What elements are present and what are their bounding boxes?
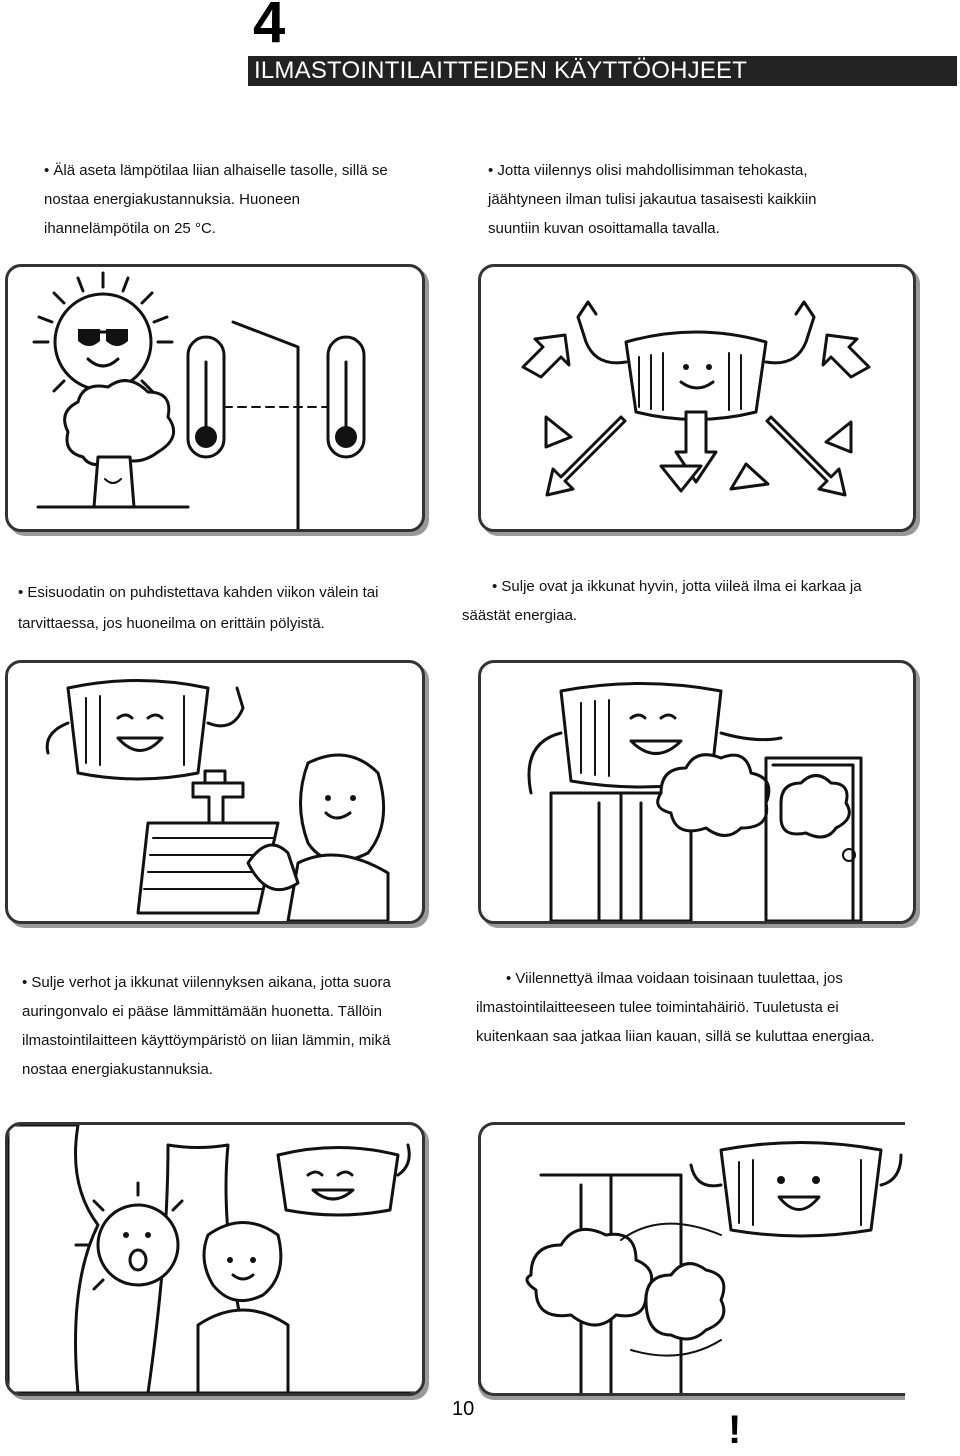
illustration-curtains-sun <box>5 1122 425 1396</box>
tip-line: • Sulje ovat ja ikkunat hyvin, jotta viileä ilma ei karkaa ja <box>492 578 862 595</box>
tip-2 <box>488 156 817 243</box>
ac-mascot-icon <box>578 302 814 420</box>
tip-line: tarvittaessa, jos huoneilma on erittäin pölyistä. <box>18 615 325 632</box>
airflow-drawing <box>481 267 913 529</box>
tip-line: nostaa energiakustannuksia. Huoneen <box>44 191 301 208</box>
page-number: 10 <box>452 1398 475 1420</box>
tip-1 <box>44 156 388 243</box>
sun-thermometer-drawing <box>8 267 422 529</box>
tip-4 <box>462 572 862 630</box>
tip-line: • Viilennettyä ilmaa voidaan toisinaan tuulettaa, jos <box>506 970 843 987</box>
door-window-drawing <box>481 663 913 921</box>
tip-line: auringonvalo ei pääse lämmittämään huonetta. Tällöin <box>22 1003 382 1020</box>
thermometer-inside-icon <box>328 337 364 457</box>
ac-mascot-icon <box>691 1143 901 1237</box>
tip-line: • Jotta viilennys olisi mahdollisimman tehokasta, <box>488 162 808 179</box>
page-title: ILMASTOINTILAITTEIDEN KÄYTTÖOHJEET <box>248 56 957 86</box>
tip-5 <box>22 968 391 1084</box>
illustration-closed-door-window <box>478 660 916 924</box>
tip-line: nostaa energiakustannuksia. <box>22 1061 213 1078</box>
tip-line: ihannelämpötila on 25 °C. <box>44 220 216 237</box>
ac-mascot-icon <box>47 681 243 780</box>
tip-line: • Esisuodatin on puhdistettava kahden viikon välein tai <box>18 584 379 601</box>
faucet-icon <box>193 771 243 827</box>
tip-3 <box>18 578 378 638</box>
house-wall <box>224 322 338 529</box>
ac-mascot-icon <box>278 1145 409 1215</box>
tip-6 <box>476 964 875 1051</box>
tip-line: ilmastointilaitteen käyttöympäristö on liian lämmin, mikä <box>22 1032 391 1049</box>
tip-line: • Älä aseta lämpötilaa liian alhaiselle tasolle, sillä se <box>44 162 388 179</box>
cloud-icon <box>658 755 850 837</box>
illustration-airflow <box>478 264 916 532</box>
tip-line: • Sulje verhot ja ikkunat viilennyksen aikana, jotta suora <box>22 974 391 991</box>
tip-line: säästät energiaa. <box>462 607 578 624</box>
warning-mark: ! <box>728 1408 742 1452</box>
chapter-number: 4 <box>253 0 286 55</box>
cloud-icon <box>527 1229 724 1339</box>
tip-line: ilmastointilaitteeseen tulee toimintahäiriö. Tuuletusta ei <box>476 999 839 1016</box>
tip-line: suuntiin kuvan osoittamalla tavalla. <box>488 220 720 237</box>
tip-line: jäähtyneen ilman tulisi jakautua tasaisesti kaikkiin <box>488 191 817 208</box>
illustration-sun-thermometers <box>5 264 425 532</box>
illustration-filter-cleaning <box>5 660 425 924</box>
thermometer-outside-icon <box>188 337 224 457</box>
illustration-ventilation <box>478 1122 905 1396</box>
ventilation-drawing <box>481 1125 905 1393</box>
curtains-sun-drawing <box>8 1125 422 1393</box>
filter-cleaning-drawing <box>8 663 422 921</box>
tree-icon <box>38 381 188 507</box>
tip-line: kuitenkaan saa jatkaa liian kauan, sillä se kuluttaa energiaa. <box>476 1028 875 1045</box>
